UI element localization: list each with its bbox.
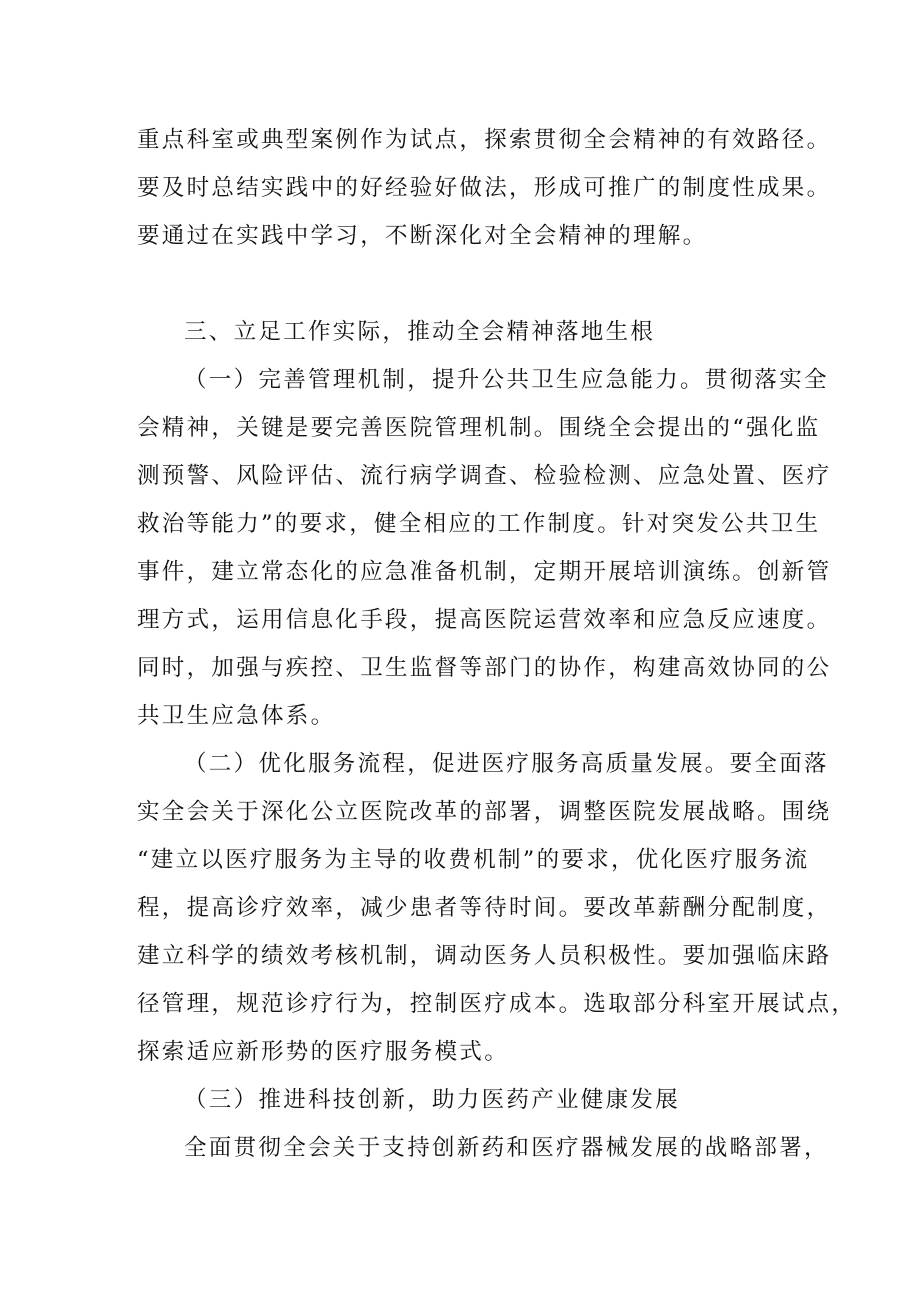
section-heading: 三、立足工作实际，推动全会精神落地生根 (184, 319, 656, 345)
paragraph-line: 探索适应新形势的医疗服务模式。 (137, 1039, 510, 1065)
paragraph-line: 事件，建立常态化的应急准备机制，定期开展培训演练。创新管 (137, 559, 832, 585)
paragraph-line: 共卫生应急体系。 (137, 703, 336, 729)
paragraph-line: 理方式，运用信息化手段，提高医院运营效率和应急反应速度。 (137, 607, 832, 633)
paragraph-line: 重点科室或典型案例作为试点，探索贯彻全会精神的有效路径。 (137, 127, 832, 153)
paragraph-line: 要及时总结实践中的好经验好做法，形成可推广的制度性成果。 (137, 175, 832, 201)
paragraph-line: 测预警、风险评估、流行病学调查、检验检测、应急处置、医疗 (137, 463, 832, 489)
subsection-heading: （三）推进科技创新，助力医药产业健康发展 (184, 1087, 681, 1113)
paragraph-line: 程，提高诊疗效率，减少患者等待时间。要改革薪酬分配制度， (137, 895, 832, 921)
paragraph-line: 同时，加强与疾控、卫生监督等部门的协作，构建高效协同的公 (137, 655, 832, 681)
paragraph-line: 救治等能力”的要求，健全相应的工作制度。针对突发公共卫生 (137, 511, 821, 537)
paragraph-line: 实全会关于深化公立医院改革的部署，调整医院发展战略。围绕 (137, 799, 832, 825)
paragraph-line: 全面贯彻全会关于支持创新药和医疗器械发展的战略部署， (184, 1135, 829, 1161)
subsection-heading: （二）优化服务流程，促进医疗服务高质量发展。要全面落 (184, 751, 829, 777)
paragraph-line: 会精神，关键是要完善医院管理机制。围绕全会提出的“强化监 (137, 415, 821, 441)
subsection-heading: （一）完善管理机制，提升公共卫生应急能力。贯彻落实全 (184, 367, 829, 393)
paragraph-line: “建立以医疗服务为主导的收费机制”的要求，优化医疗服务流 (137, 847, 810, 873)
paragraph-line: 要通过在实践中学习，不断深化对全会精神的理解。 (137, 223, 708, 249)
paragraph-line: 径管理，规范诊疗行为，控制医疗成本。选取部分科室开展试点， (137, 991, 857, 1017)
paragraph-line: 建立科学的绩效考核机制，调动医务人员积极性。要加强临床路 (137, 943, 832, 969)
